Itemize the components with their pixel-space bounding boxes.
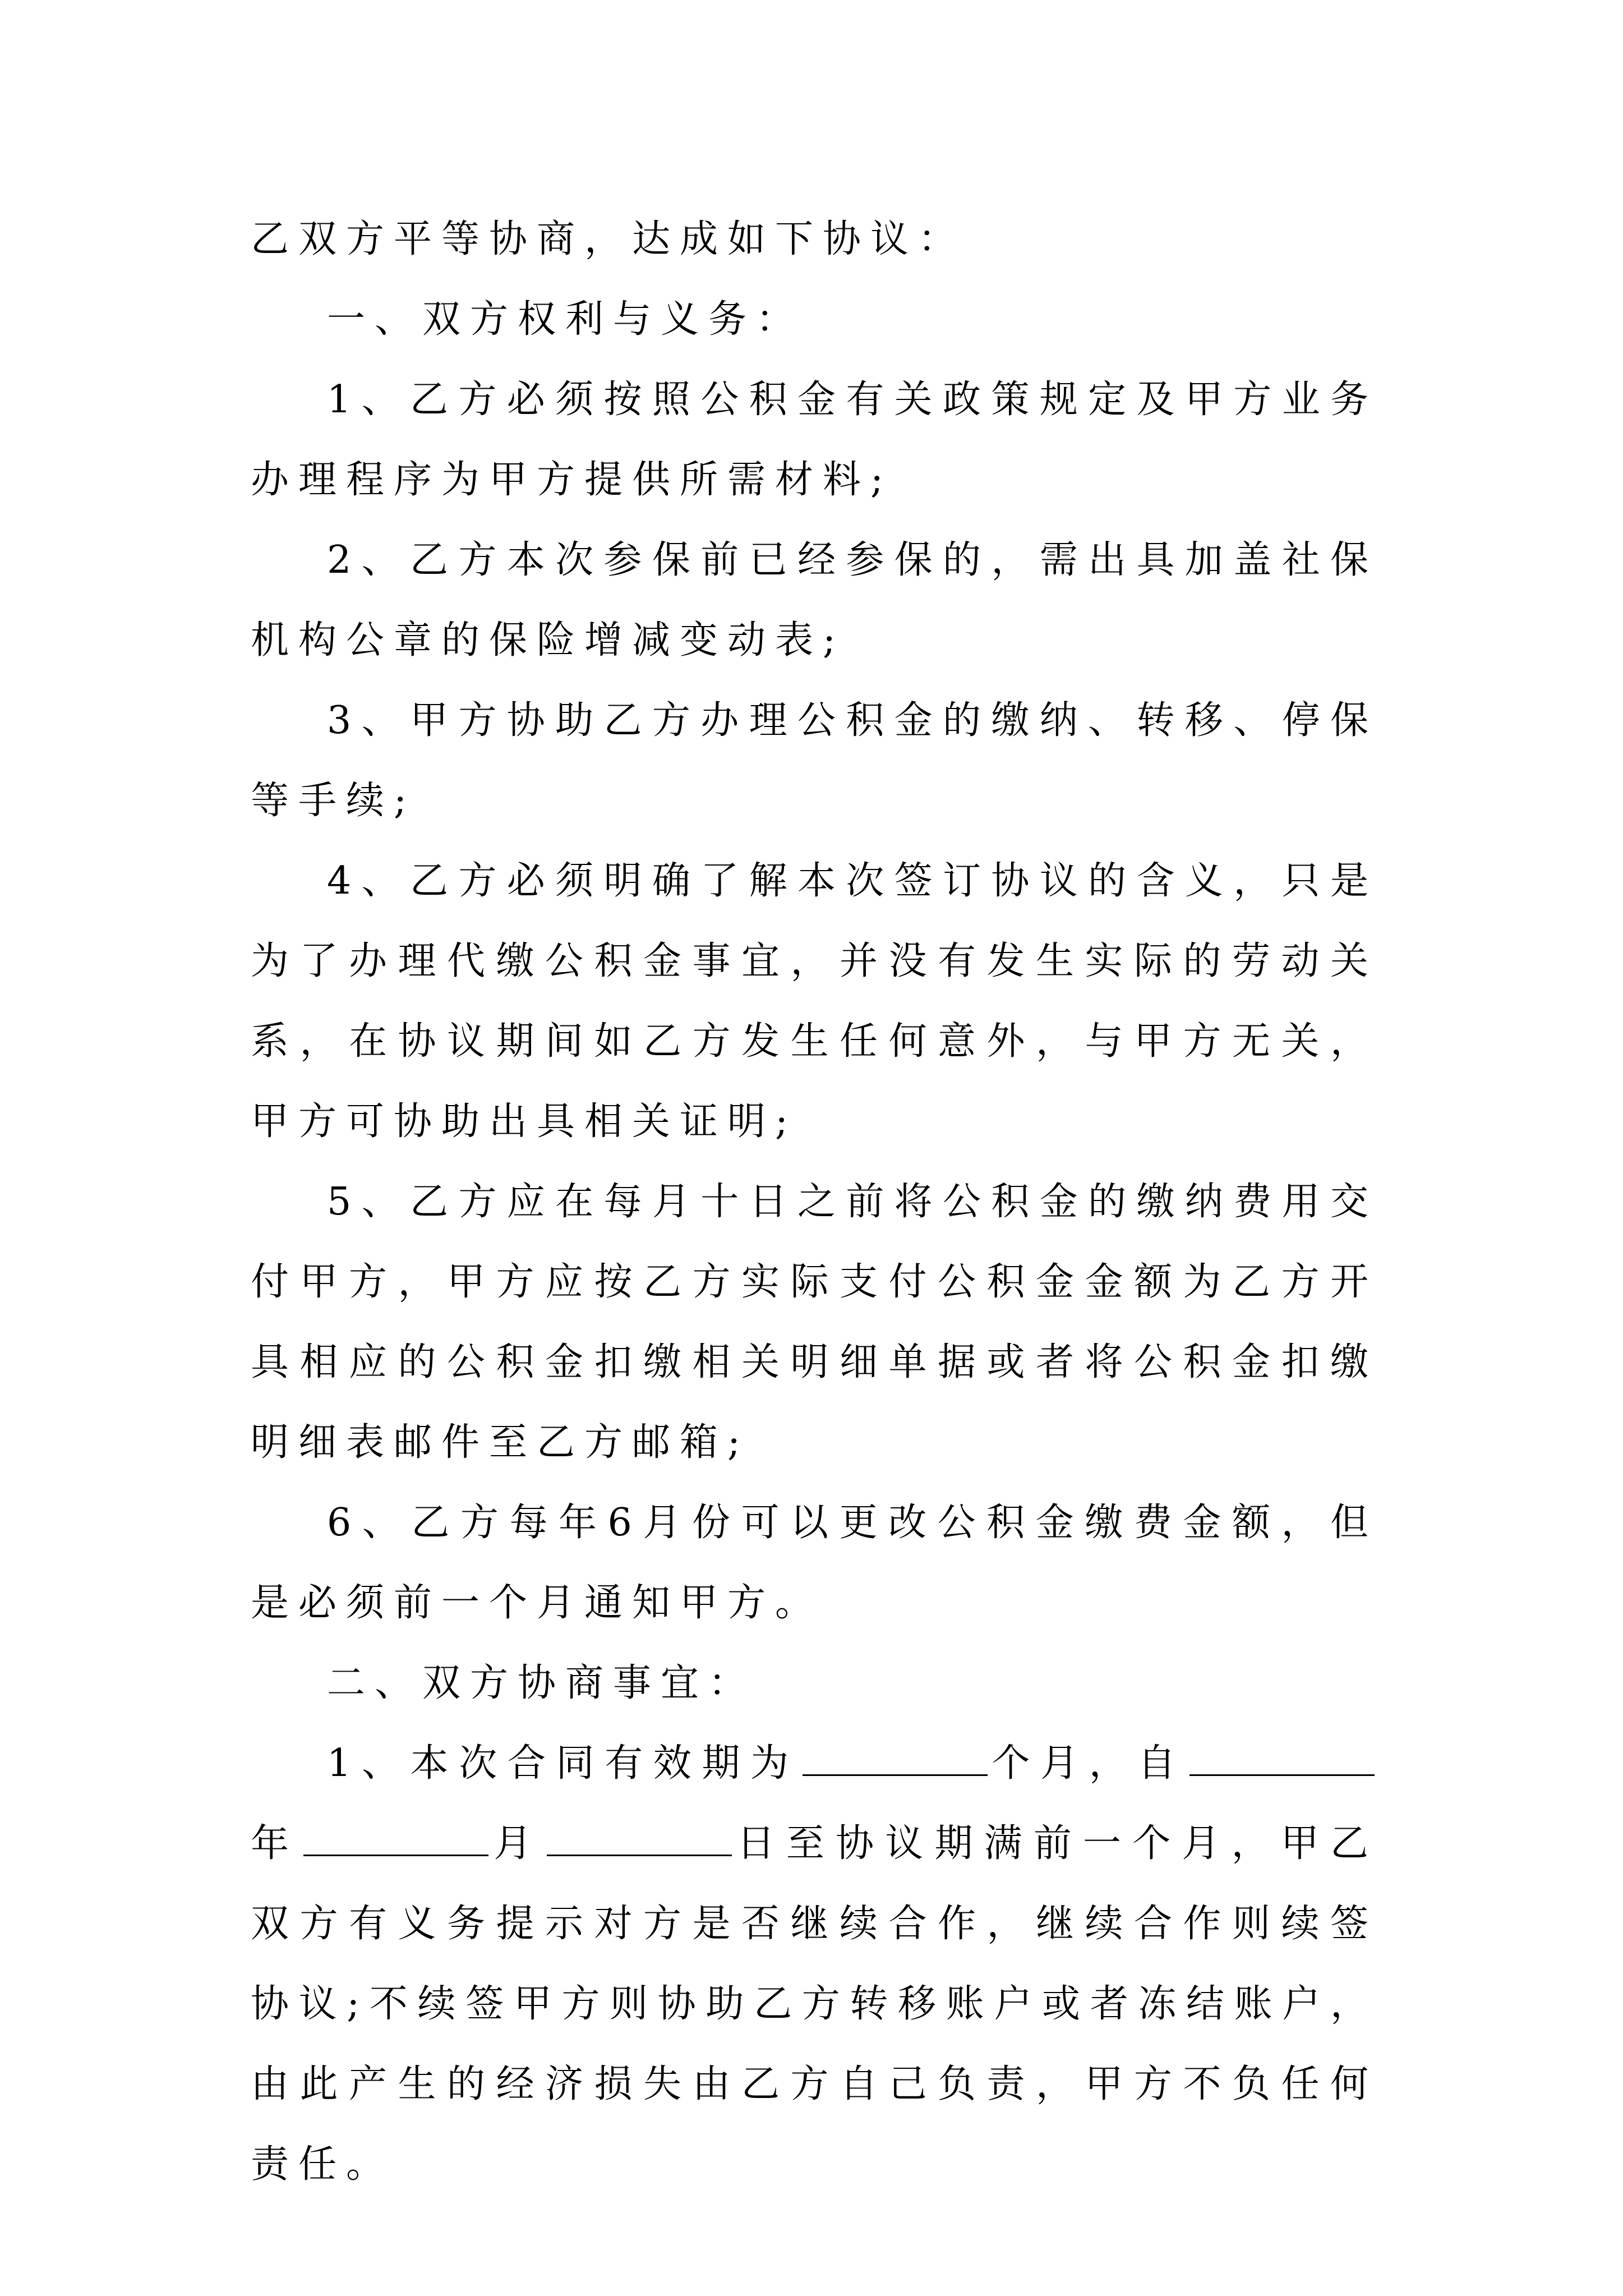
term-text-3: 年 <box>251 1821 301 1866</box>
term-text-4: 月 <box>492 1821 543 1866</box>
clause-2-insurance-change: 2、乙方本次参保前已经参保的，需出具加盖社保机构公章的保险增减变动表; <box>251 538 1378 662</box>
month-blank <box>303 1821 488 1856</box>
clause-term-validity <box>251 1723 1378 2205</box>
clause-6-amount-change: 6、乙方每年6月份可以更改公积金缴费金额，但是必须前一个月通知甲方。 <box>251 1501 1378 1625</box>
months-blank <box>803 1741 988 1776</box>
clause-4-no-labor-relation: 4、乙方必须明确了解本次签订协议的含义，只是为了办理代缴公积金事宜，并没有发生实际的劳动关系，在协议期间如乙方发生任何意外，与甲方无关，甲方可协助出具相关证明; <box>251 859 1378 1144</box>
term-text-1: 1、本次合同有效期为 <box>327 1741 799 1786</box>
term-text-5: 日至协议期满前一个月，甲乙双方有义务提示对方是否继续合作，继续合作则续签协议;不续签甲方则协助乙方转移账户或者冻结账户，由此产生的经济损失由乙方自己负责，甲方不负任何责任。 <box>251 1821 1378 2187</box>
clause-3-procedures: 3、甲方协助乙方办理公积金的缴纳、转移、停保等手续; <box>251 698 1378 823</box>
term-text-2: 个月，自 <box>990 1741 1186 1786</box>
clause-5-payment: 5、乙方应在每月十日之前将公积金的缴纳费用交付甲方，甲方应按乙方实际支付公积金金额为乙方开具相应的公积金扣缴相关明细单据或者将公积金扣缴明细表邮件至乙方邮箱; <box>251 1180 1378 1465</box>
year-blank <box>1189 1741 1375 1776</box>
heading-rights-obligations: 一、双方权利与义务： <box>327 297 804 342</box>
heading-negotiation: 二、双方协商事宜： <box>327 1661 757 1705</box>
day-blank <box>547 1821 732 1856</box>
document-page <box>251 199 1378 2205</box>
paragraph-intro: 乙双方平等协商，达成如下协议： <box>251 217 966 261</box>
clause-1-materials: 1、乙方必须按照公积金有关政策规定及甲方业务办理程序为甲方提供所需材料; <box>251 378 1378 502</box>
